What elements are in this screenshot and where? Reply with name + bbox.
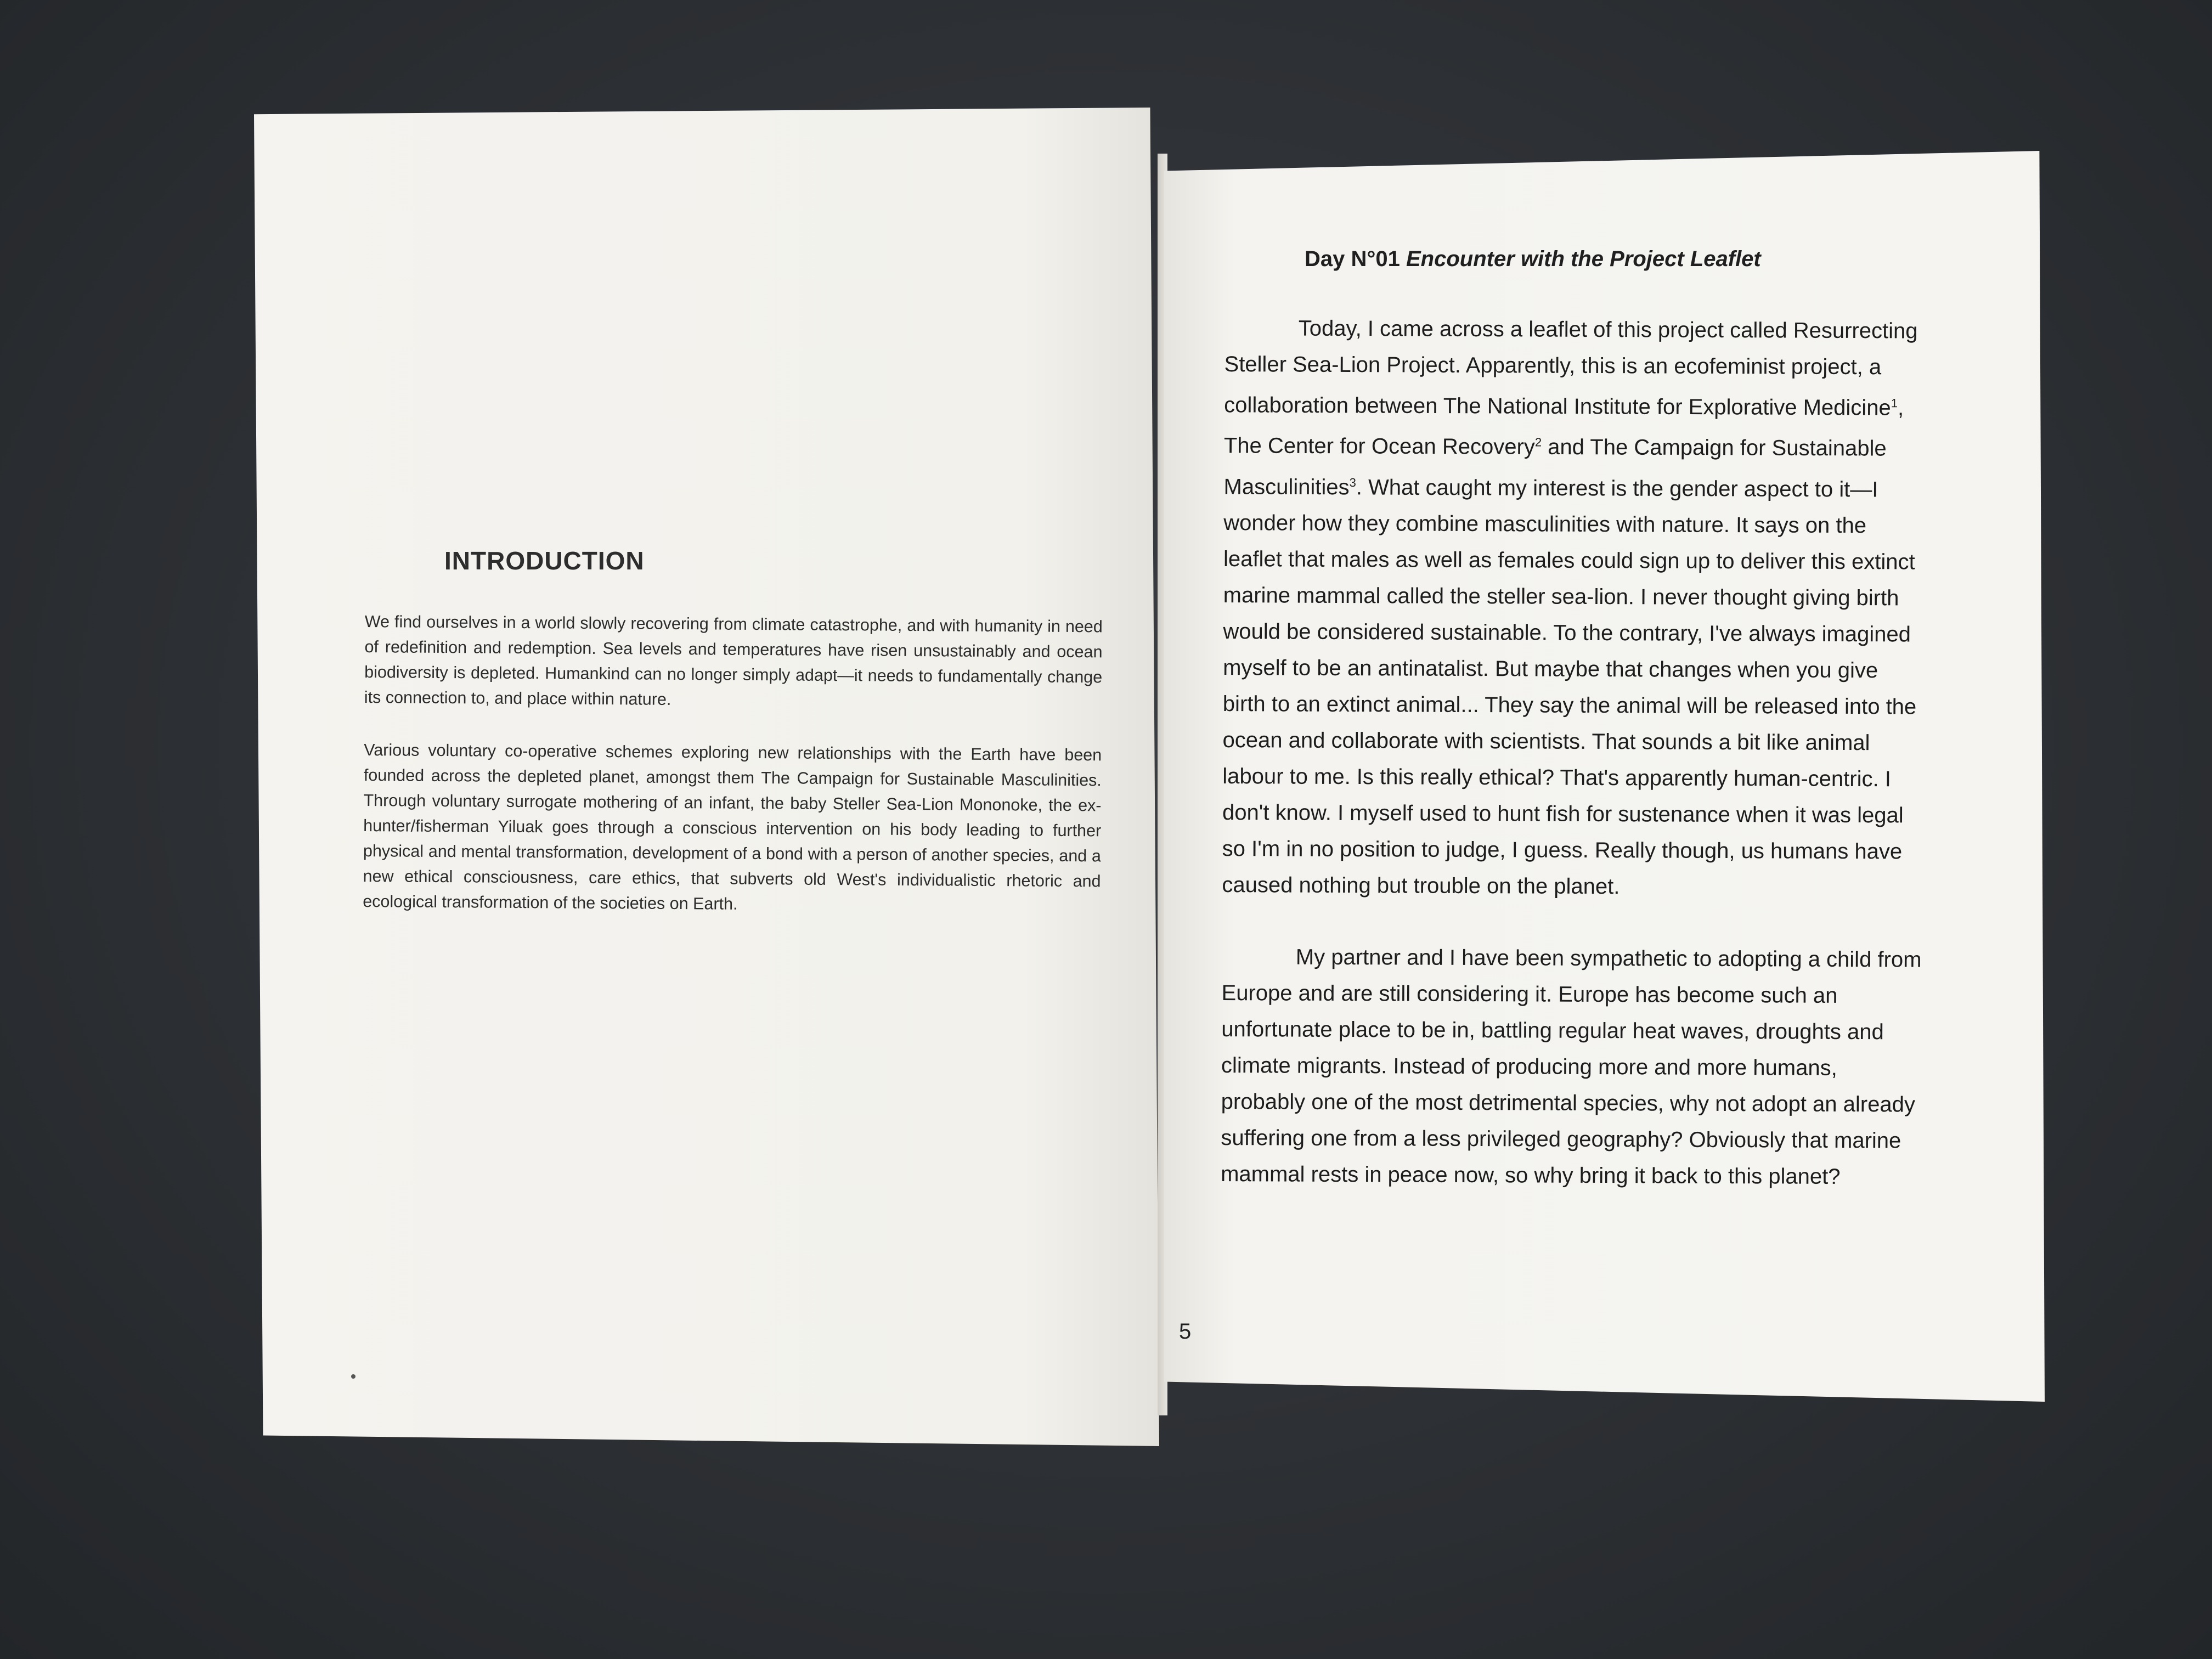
day-entry-number: Day N°01 [1305,247,1406,271]
footnote-marker-3: 3 [1349,475,1356,489]
day-entry-paragraph-2: My partner and I have been sympathetic to adopting a child from Europe and are still considering it. Europe has become such an unfortunate place to be in, battling regular heat waves, droughts and climate migrants. Instead of producing more and more humans, probably one of the most detrimental species, why not adopt an already suffering one from a less privileged geography? Obviously that marine mammal rests in peace now, so why bring it back to this planet? [1221,945,1922,1189]
footnote-marker-1: 1 [1891,396,1898,410]
page-number: 5 [1179,1319,1192,1344]
day-entry-subtitle: Encounter with the Project Leaflet [1406,247,1761,271]
introduction-heading: INTRODUCTION [444,546,645,575]
day-entry-title [1305,247,1761,272]
paper-speck [351,1374,356,1379]
introduction-paragraph-2: Various voluntary co-operative schemes exploring new relationships with the Earth have been founded across the depleted planet, amongst them The Campaign for Sustainable Masculinities. Through voluntary surrogate mothering of an infant, the baby Steller Sea-Lion Mononoke, the ex-hunter/fisherman Yiluak goes through a conscious intervention on his body leading to further physical and mental transformation, development of a bond with a person of another species, and a new ethical consciousness, care ethics, that subverts old West's individualistic rhetoric and ecological transformation of the societies on Earth. [363,740,1102,913]
day-entry-paragraph-1: Today, I came across a leaflet of this project called Resurrecting Steller Sea-Lion Project. Apparently, this is an ecofeminist project, a collaboration between The National Institute for Explorative Medicine$^1$, The Center for Ocean Recovery$^2$ and The Campaign for Sustainable Masculinities$^3$. What caught my interest is the gender aspect to it—I wonder how they combine masculinities with nature. It says on the leaflet that males as well as females could sign up to deliver this extinct marine mammal called the steller sea-lion. I never thought giving birth would be considered sustainable. To the contrary, I've always imagined myself to be an antinatalist. But maybe that changes when you give birth to an extinct animal... They say the animal will be released into the ocean and collaborate with scientists. That sounds a bit like animal labour to me. Is this really ethical? That's apparently human-centric. I don't know. I myself used to hunt fish for sustenance when it was legal so I'm in no position to judge, I guess. Really though, us humans have caused nothing but trouble on the planet. [1222,316,1918,899]
day-entry-text [1221,310,1927,1231]
footnote-marker-2: 2 [1534,435,1542,449]
introduction-text [363,609,1103,946]
introduction-paragraph-1: We find ourselves in a world slowly recovering from climate catastrophe, and with humanity in need of redefinition and redemption. Sea levels and temperatures have risen unsustainably and ocean biodiversity is depleted. Humankind can no longer simply adapt—it needs to fundamentally change its connection to, and place within nature. [364,612,1103,709]
